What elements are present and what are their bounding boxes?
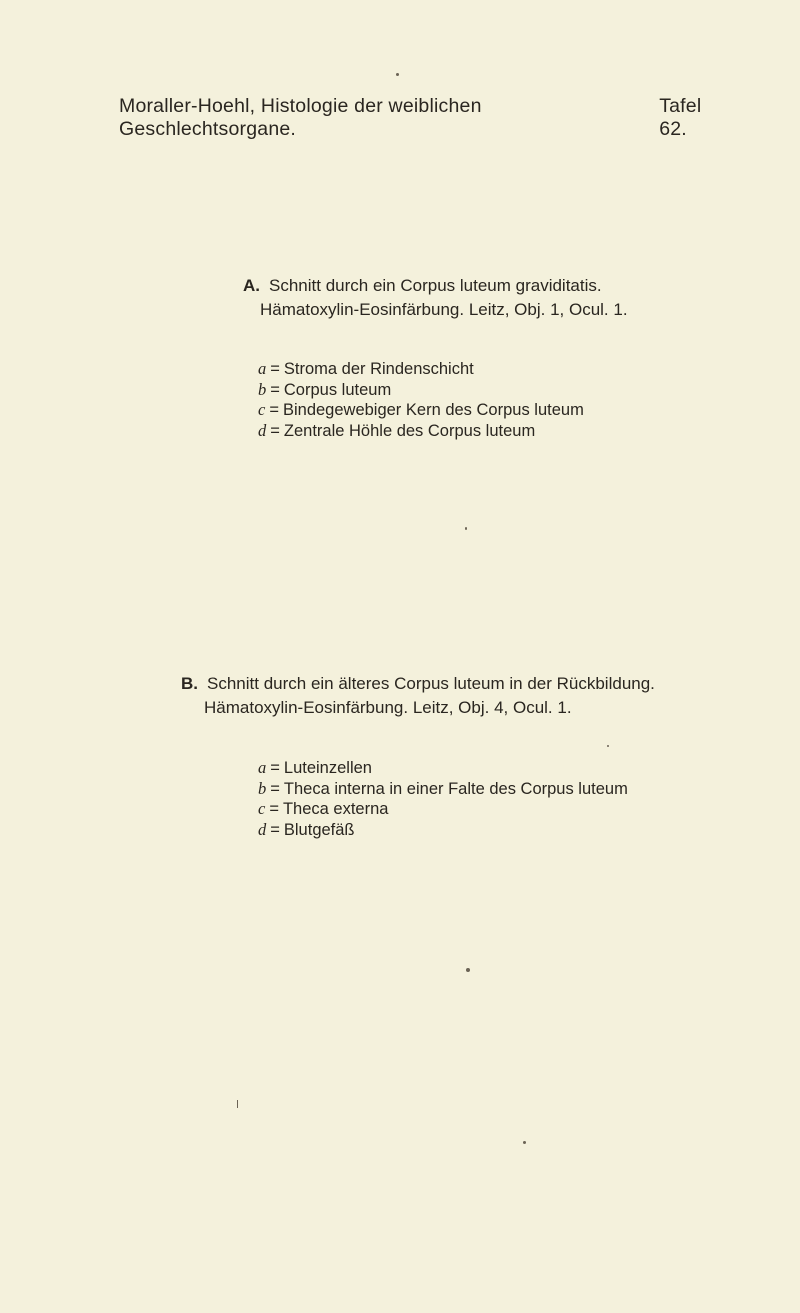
legend-equals: =: [269, 401, 279, 419]
page-header: [119, 95, 734, 141]
section-a-letter: A.: [243, 276, 260, 295]
legend-item: [258, 400, 584, 421]
legend-key: c: [258, 799, 266, 818]
legend-key: d: [258, 420, 267, 440]
paper-speck: [523, 1141, 526, 1144]
legend-equals: =: [270, 421, 280, 440]
legend-text: Blutgefäß: [283, 820, 355, 839]
legend-item: [258, 799, 628, 820]
legend-key: b: [258, 778, 267, 798]
legend-item: [258, 421, 584, 442]
legend-text: Zentrale Höhle des Corpus luteum: [283, 421, 536, 440]
section-a-technique: Hämatoxylin-Eosinfärbung. Leitz, Obj. 1, Ocul. 1.: [260, 300, 628, 319]
section-a-legend: [258, 359, 584, 441]
legend-key: b: [258, 379, 267, 399]
section-a-title: Schnitt durch ein Corpus luteum graviditatis.: [269, 276, 602, 295]
running-title: Moraller-Hoehl, Histologie der weiblichen Geschlechtsorgane.: [119, 95, 482, 140]
legend-key: a: [258, 359, 267, 378]
section-b-legend: [258, 758, 628, 840]
legend-text: Theca interna in einer Falte des Corpus luteum: [283, 779, 628, 798]
section-b-technique: Hämatoxylin-Eosinfärbung. Leitz, Obj. 4, Ocul. 1.: [204, 698, 572, 717]
legend-item: [258, 380, 584, 401]
section-b-title: Schnitt durch ein älteres Corpus luteum in der Rückbildung.: [207, 674, 655, 693]
legend-equals: =: [270, 759, 280, 777]
paper-speck: [396, 73, 399, 76]
section-b-letter: B.: [181, 674, 198, 693]
legend-equals: =: [270, 380, 280, 399]
legend-equals: =: [270, 820, 280, 839]
section-a-heading: [243, 274, 628, 298]
legend-equals: =: [269, 800, 279, 818]
legend-equals: =: [270, 360, 280, 378]
paper-speck: [607, 745, 609, 747]
section-b-heading: [181, 672, 655, 696]
legend-equals: =: [270, 779, 280, 798]
legend-item: [258, 779, 628, 800]
plate-number: Tafel 62.: [659, 95, 702, 140]
legend-key: d: [258, 819, 267, 839]
legend-item: [258, 359, 584, 380]
legend-item: [258, 758, 628, 779]
legend-text: Bindegewebiger Kern des Corpus luteum: [282, 401, 584, 419]
legend-text: Luteinzellen: [283, 759, 372, 777]
legend-text: Stroma der Rindenschicht: [283, 360, 474, 378]
legend-key: a: [258, 758, 267, 777]
legend-text: Theca externa: [282, 800, 389, 818]
legend-key: c: [258, 400, 266, 419]
paper-speck: [466, 968, 470, 972]
section-a-caption: [243, 274, 628, 322]
paper-speck: [465, 527, 467, 530]
legend-text: Corpus luteum: [283, 380, 392, 399]
paper-speck: [237, 1100, 238, 1108]
section-b-caption: [181, 672, 655, 720]
legend-item: [258, 820, 628, 841]
